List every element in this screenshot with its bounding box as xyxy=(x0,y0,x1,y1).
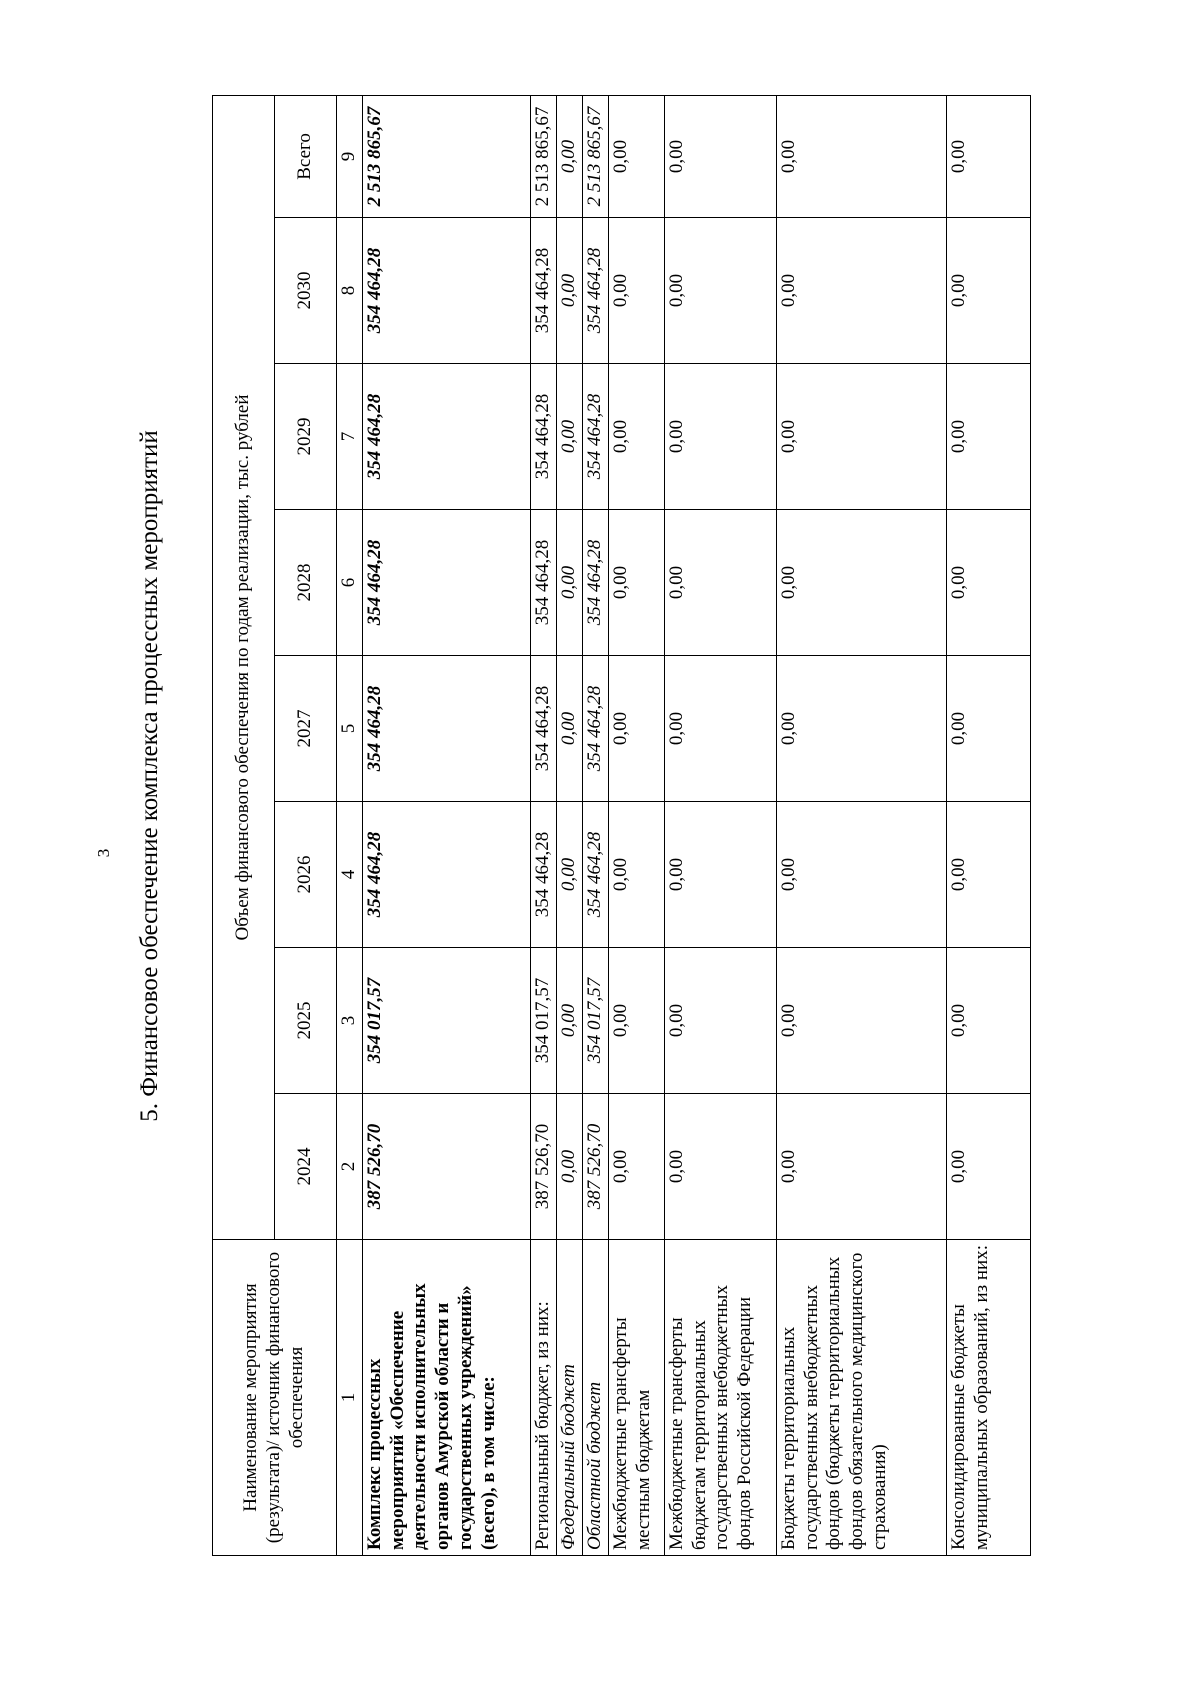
year-header: 2027 xyxy=(275,656,337,802)
name-column-header: Наименование мероприятия (результата)/ источник финансового обеспечения xyxy=(213,1240,337,1556)
cell-value: 0,00 xyxy=(946,802,1030,948)
cell-value: 354 017,57 xyxy=(530,948,556,1094)
table-row xyxy=(362,95,530,1555)
cell-value: 0,00 xyxy=(946,1094,1030,1240)
column-number: 9 xyxy=(337,95,363,217)
cell-value: 354 017,57 xyxy=(582,948,608,1094)
year-header: 2030 xyxy=(275,218,337,364)
row-label: Межбюджетные трансферты бюджетам территориальных государственных внебюджетных фондов Российской Федерации xyxy=(664,1240,776,1556)
year-header: 2025 xyxy=(275,948,337,1094)
cell-value: 0,00 xyxy=(664,1094,776,1240)
page-number: 3 xyxy=(94,848,113,858)
cell-value: 0,00 xyxy=(664,948,776,1094)
cell-value: 354 464,28 xyxy=(362,656,530,802)
cell-value: 354 464,28 xyxy=(362,802,530,948)
cell-value: 0,00 xyxy=(608,1094,664,1240)
cell-value: 0,00 xyxy=(946,218,1030,364)
cell-value: 0,00 xyxy=(608,364,664,510)
cell-value: 0,00 xyxy=(556,802,582,948)
cell-value: 354 464,28 xyxy=(582,802,608,948)
cell-value: 0,00 xyxy=(664,510,776,656)
year-header: 2028 xyxy=(275,510,337,656)
cell-value: 0,00 xyxy=(608,656,664,802)
table-row xyxy=(946,95,1030,1555)
cell-value: 354 464,28 xyxy=(362,218,530,364)
financing-table xyxy=(212,95,1031,1556)
row-label: Бюджеты территориальных государственных внебюджетных фондов (бюджеты территориальных фондов обязательного медицинского страхования) xyxy=(776,1240,946,1556)
column-number: 3 xyxy=(337,948,363,1094)
cell-value: 0,00 xyxy=(664,656,776,802)
cell-value: 0,00 xyxy=(556,218,582,364)
year-header: 2029 xyxy=(275,364,337,510)
cell-value: 354 017,57 xyxy=(362,948,530,1094)
cell-value: 0,00 xyxy=(664,802,776,948)
cell-value: 0,00 xyxy=(608,510,664,656)
cell-value: 0,00 xyxy=(776,95,946,217)
cell-value: 387 526,70 xyxy=(362,1094,530,1240)
total-header: Всего xyxy=(275,95,337,217)
cell-value: 2 513 865,67 xyxy=(362,95,530,217)
row-label: Региональный бюджет, из них: xyxy=(530,1240,556,1556)
row-label: Консолидированные бюджеты муниципальных образований, из них: xyxy=(946,1240,1030,1556)
table-row xyxy=(530,95,556,1555)
column-number: 2 xyxy=(337,1094,363,1240)
cell-value: 354 464,28 xyxy=(530,218,556,364)
cell-value: 0,00 xyxy=(776,218,946,364)
cell-value: 0,00 xyxy=(556,364,582,510)
cell-value: 354 464,28 xyxy=(530,364,556,510)
cell-value: 0,00 xyxy=(664,95,776,217)
cell-value: 354 464,28 xyxy=(362,364,530,510)
cell-value: 0,00 xyxy=(608,948,664,1094)
cell-value: 0,00 xyxy=(776,802,946,948)
column-number: 8 xyxy=(337,218,363,364)
year-header: 2024 xyxy=(275,1094,337,1240)
table-row xyxy=(608,95,664,1555)
column-number: 1 xyxy=(337,1240,363,1556)
cell-value: 354 464,28 xyxy=(530,656,556,802)
cell-value: 2 513 865,67 xyxy=(530,95,556,217)
cell-value: 0,00 xyxy=(946,95,1030,217)
cell-value: 354 464,28 xyxy=(530,510,556,656)
cell-value: 0,00 xyxy=(776,364,946,510)
cell-value: 0,00 xyxy=(556,656,582,802)
column-number: 7 xyxy=(337,364,363,510)
cell-value: 0,00 xyxy=(608,802,664,948)
row-label: Федеральный бюджет xyxy=(556,1240,582,1556)
cell-value: 0,00 xyxy=(946,510,1030,656)
cell-value: 0,00 xyxy=(776,1094,946,1240)
row-label: Комплекс процессных мероприятий «Обеспечение деятельности исполнительных органов Амурской области и государственных учреждений» (всего), в том числе: xyxy=(362,1240,530,1556)
cell-value: 2 513 865,67 xyxy=(582,95,608,217)
row-label: Межбюджетные трансферты местным бюджетам xyxy=(608,1240,664,1556)
cell-value: 0,00 xyxy=(776,948,946,1094)
cell-value: 0,00 xyxy=(556,1094,582,1240)
cell-value: 387 526,70 xyxy=(530,1094,556,1240)
cell-value: 0,00 xyxy=(664,218,776,364)
cell-value: 387 526,70 xyxy=(582,1094,608,1240)
cell-value: 0,00 xyxy=(946,948,1030,1094)
cell-value: 354 464,28 xyxy=(582,218,608,364)
cell-value: 354 464,28 xyxy=(362,510,530,656)
cell-value: 0,00 xyxy=(946,656,1030,802)
column-number: 5 xyxy=(337,656,363,802)
cell-value: 354 464,28 xyxy=(530,802,556,948)
column-number: 4 xyxy=(337,802,363,948)
volume-header: Объем финансового обеспечения по годам реализации, тыс. рублей xyxy=(213,95,275,1239)
cell-value: 0,00 xyxy=(664,364,776,510)
section-title: 5. Финансовое обеспечение комплекса процессных мероприятий xyxy=(136,430,163,1122)
cell-value: 354 464,28 xyxy=(582,364,608,510)
cell-value: 0,00 xyxy=(946,364,1030,510)
cell-value: 0,00 xyxy=(556,95,582,217)
row-label: Областной бюджет xyxy=(582,1240,608,1556)
table-row xyxy=(664,95,776,1555)
cell-value: 0,00 xyxy=(556,948,582,1094)
cell-value: 0,00 xyxy=(776,510,946,656)
cell-value: 354 464,28 xyxy=(582,656,608,802)
table-row xyxy=(776,95,946,1555)
column-number: 6 xyxy=(337,510,363,656)
table-row xyxy=(556,95,582,1555)
cell-value: 0,00 xyxy=(608,218,664,364)
cell-value: 0,00 xyxy=(776,656,946,802)
table-row xyxy=(582,95,608,1555)
year-header: 2026 xyxy=(275,802,337,948)
cell-value: 0,00 xyxy=(556,510,582,656)
cell-value: 354 464,28 xyxy=(582,510,608,656)
cell-value: 0,00 xyxy=(608,95,664,217)
